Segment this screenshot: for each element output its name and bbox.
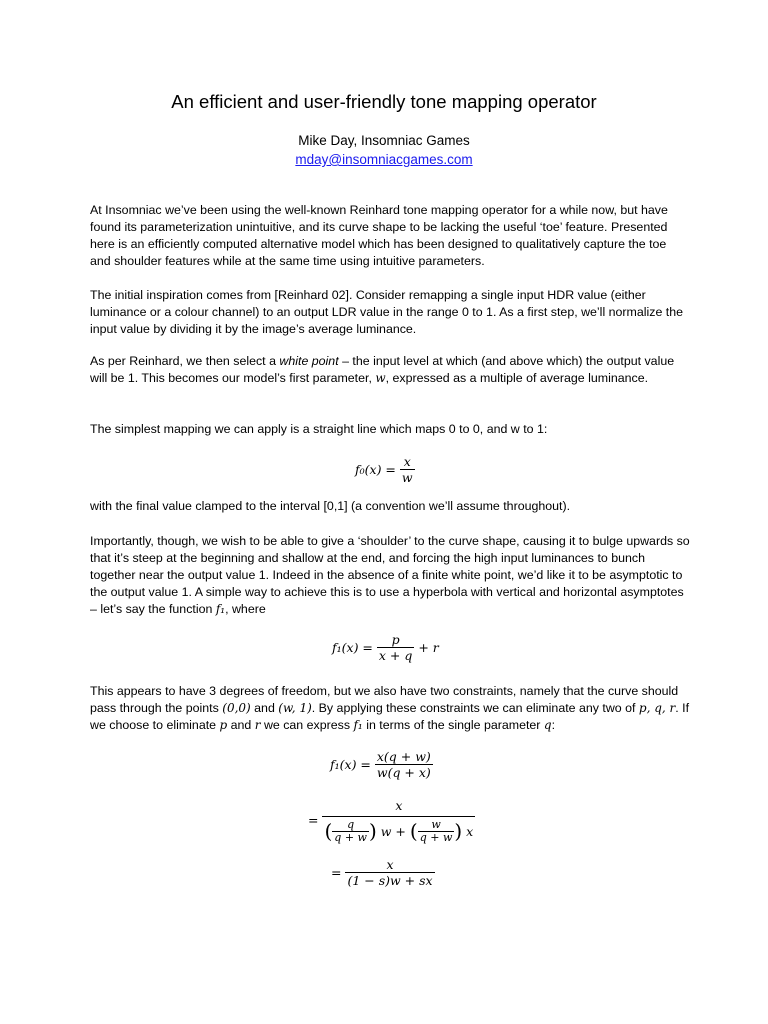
math-var-r: r: [254, 718, 261, 732]
inner-denominator: q + w: [419, 831, 453, 844]
inner-numerator: w: [431, 818, 441, 831]
math-var-f1: f₁: [353, 718, 363, 732]
fraction: [322, 796, 475, 844]
fraction: [377, 632, 414, 663]
equation-equals: =: [308, 812, 319, 828]
paragraph-inspiration: The initial inspiration comes from [Reinhard 02]. Consider remapping a single input HDR value (either luminance or a colour channel) to an output LDR value in the range 0 to 1. As a first step, we’ll normalize the input value by dividing it by the image’s average luminance.: [90, 288, 684, 336]
fraction-numerator: x: [395, 798, 403, 813]
fraction-denominator: ( $\frac{q}{q + w}$ ) w + ( $\frac{w}{q + w}$ ) x: [324, 818, 474, 844]
text-span: Importantly, though, we wish to be able to give a ‘shoulder’ to the curve shape, causing it to bulge upwards so that it’s steep at the beginning and shallow at the end, and forcing the high input luminances to bunch together near the output value 1. Indeed in the absence of a finite white point, we’d like it to be asymptotic to the output value 1. A simple way to achieve this is to use a hyperbola with vertical and horizontal asymptotes – let’s say the function: [90, 534, 690, 616]
fraction-numerator: x(q + w): [376, 749, 431, 764]
paragraph-clamp: with the final value clamped to the interval [0,1] (a convention we’ll assume throughout).: [90, 499, 571, 513]
fraction-denominator: (1 − s)w + sx: [347, 873, 433, 888]
fraction-denominator: w(q + x): [376, 765, 431, 780]
math-point-origin: (0,0): [222, 701, 251, 715]
fraction-numerator: x: [403, 454, 411, 469]
text-span: . If we choose to eliminate: [90, 701, 690, 732]
text-span: and: [227, 718, 255, 732]
text-span: . By applying these constraints we can eliminate any two of: [311, 701, 639, 715]
math-var-w: w: [375, 371, 386, 385]
paragraph-linear-mapping: The simplest mapping we can apply is a straight line which maps 0 to 0, and w to 1:: [90, 422, 548, 436]
paragraph-intro: At Insomniac we’ve been using the well-known Reinhard tone mapping operator for a while now, but have found its parameterization unintuitive, and its curve shape to be lacking the useful ‘toe’ feature. Presented here is an efficiently computed alternative model which has been designed to qualitatively capture the toe and shoulder features while at the same time using intuitive parameters.: [90, 203, 668, 268]
math-var-p: p: [219, 718, 228, 732]
author-line: Mike Day, Insomniac Games: [298, 133, 470, 148]
fraction-numerator: p: [391, 632, 400, 647]
paper-title: An efficient and user-friendly tone mapping operator: [171, 91, 597, 112]
math-vars-pqr: p, q, r: [638, 701, 676, 715]
fraction: [375, 749, 433, 780]
equation-tail: + r: [418, 640, 439, 655]
paragraph-shoulder: [90, 533, 690, 618]
fraction-numerator: x: [386, 857, 394, 872]
equation-lhs: f₁(x) =: [330, 757, 371, 772]
fraction-denominator: x + q: [378, 648, 413, 663]
text-span: in terms of the single parameter: [362, 718, 544, 732]
math-point-w1: (w, 1): [278, 701, 312, 715]
fraction: [400, 454, 415, 485]
inner-denominator: q + w: [334, 831, 367, 844]
math-var-q: q: [543, 718, 552, 732]
paragraph-white-point: [90, 353, 690, 387]
fraction: [345, 857, 434, 888]
inner-numerator: q: [347, 818, 355, 831]
text-span: :: [551, 718, 556, 732]
equation-equals: =: [331, 865, 342, 880]
denominator-middle: w +: [380, 824, 406, 839]
inner-fraction-a: [332, 819, 369, 844]
author-email: [0, 151, 768, 168]
text-span: , expressed as a multiple of average luminance.: [385, 371, 649, 385]
text-span: , where: [225, 602, 266, 616]
text-span: we can express: [260, 718, 354, 732]
denominator-tail: x: [466, 824, 474, 839]
emphasis-white-point: white point: [279, 354, 339, 368]
text-span: This appears to have 3 degrees of freedom, but we also have two constraints, namely that the curve should pass through the points: [90, 684, 679, 715]
equation-lhs: f₁(x) =: [332, 640, 373, 655]
text-span: As per Reinhard, we then select a: [90, 354, 280, 368]
inner-fraction-b: [418, 819, 455, 844]
email-link[interactable]: mday@insomniacgames.com: [295, 152, 473, 167]
equation-lhs: f₀(x) =: [355, 462, 396, 477]
text-span: and: [250, 701, 279, 715]
text-span: – the input level at which (and above which) the output value will be 1. This becomes our model’s first parameter,: [90, 354, 675, 385]
math-var-f1: f₁: [215, 602, 226, 616]
paragraph-constraints: [90, 683, 690, 734]
fraction-denominator: w: [401, 470, 413, 485]
